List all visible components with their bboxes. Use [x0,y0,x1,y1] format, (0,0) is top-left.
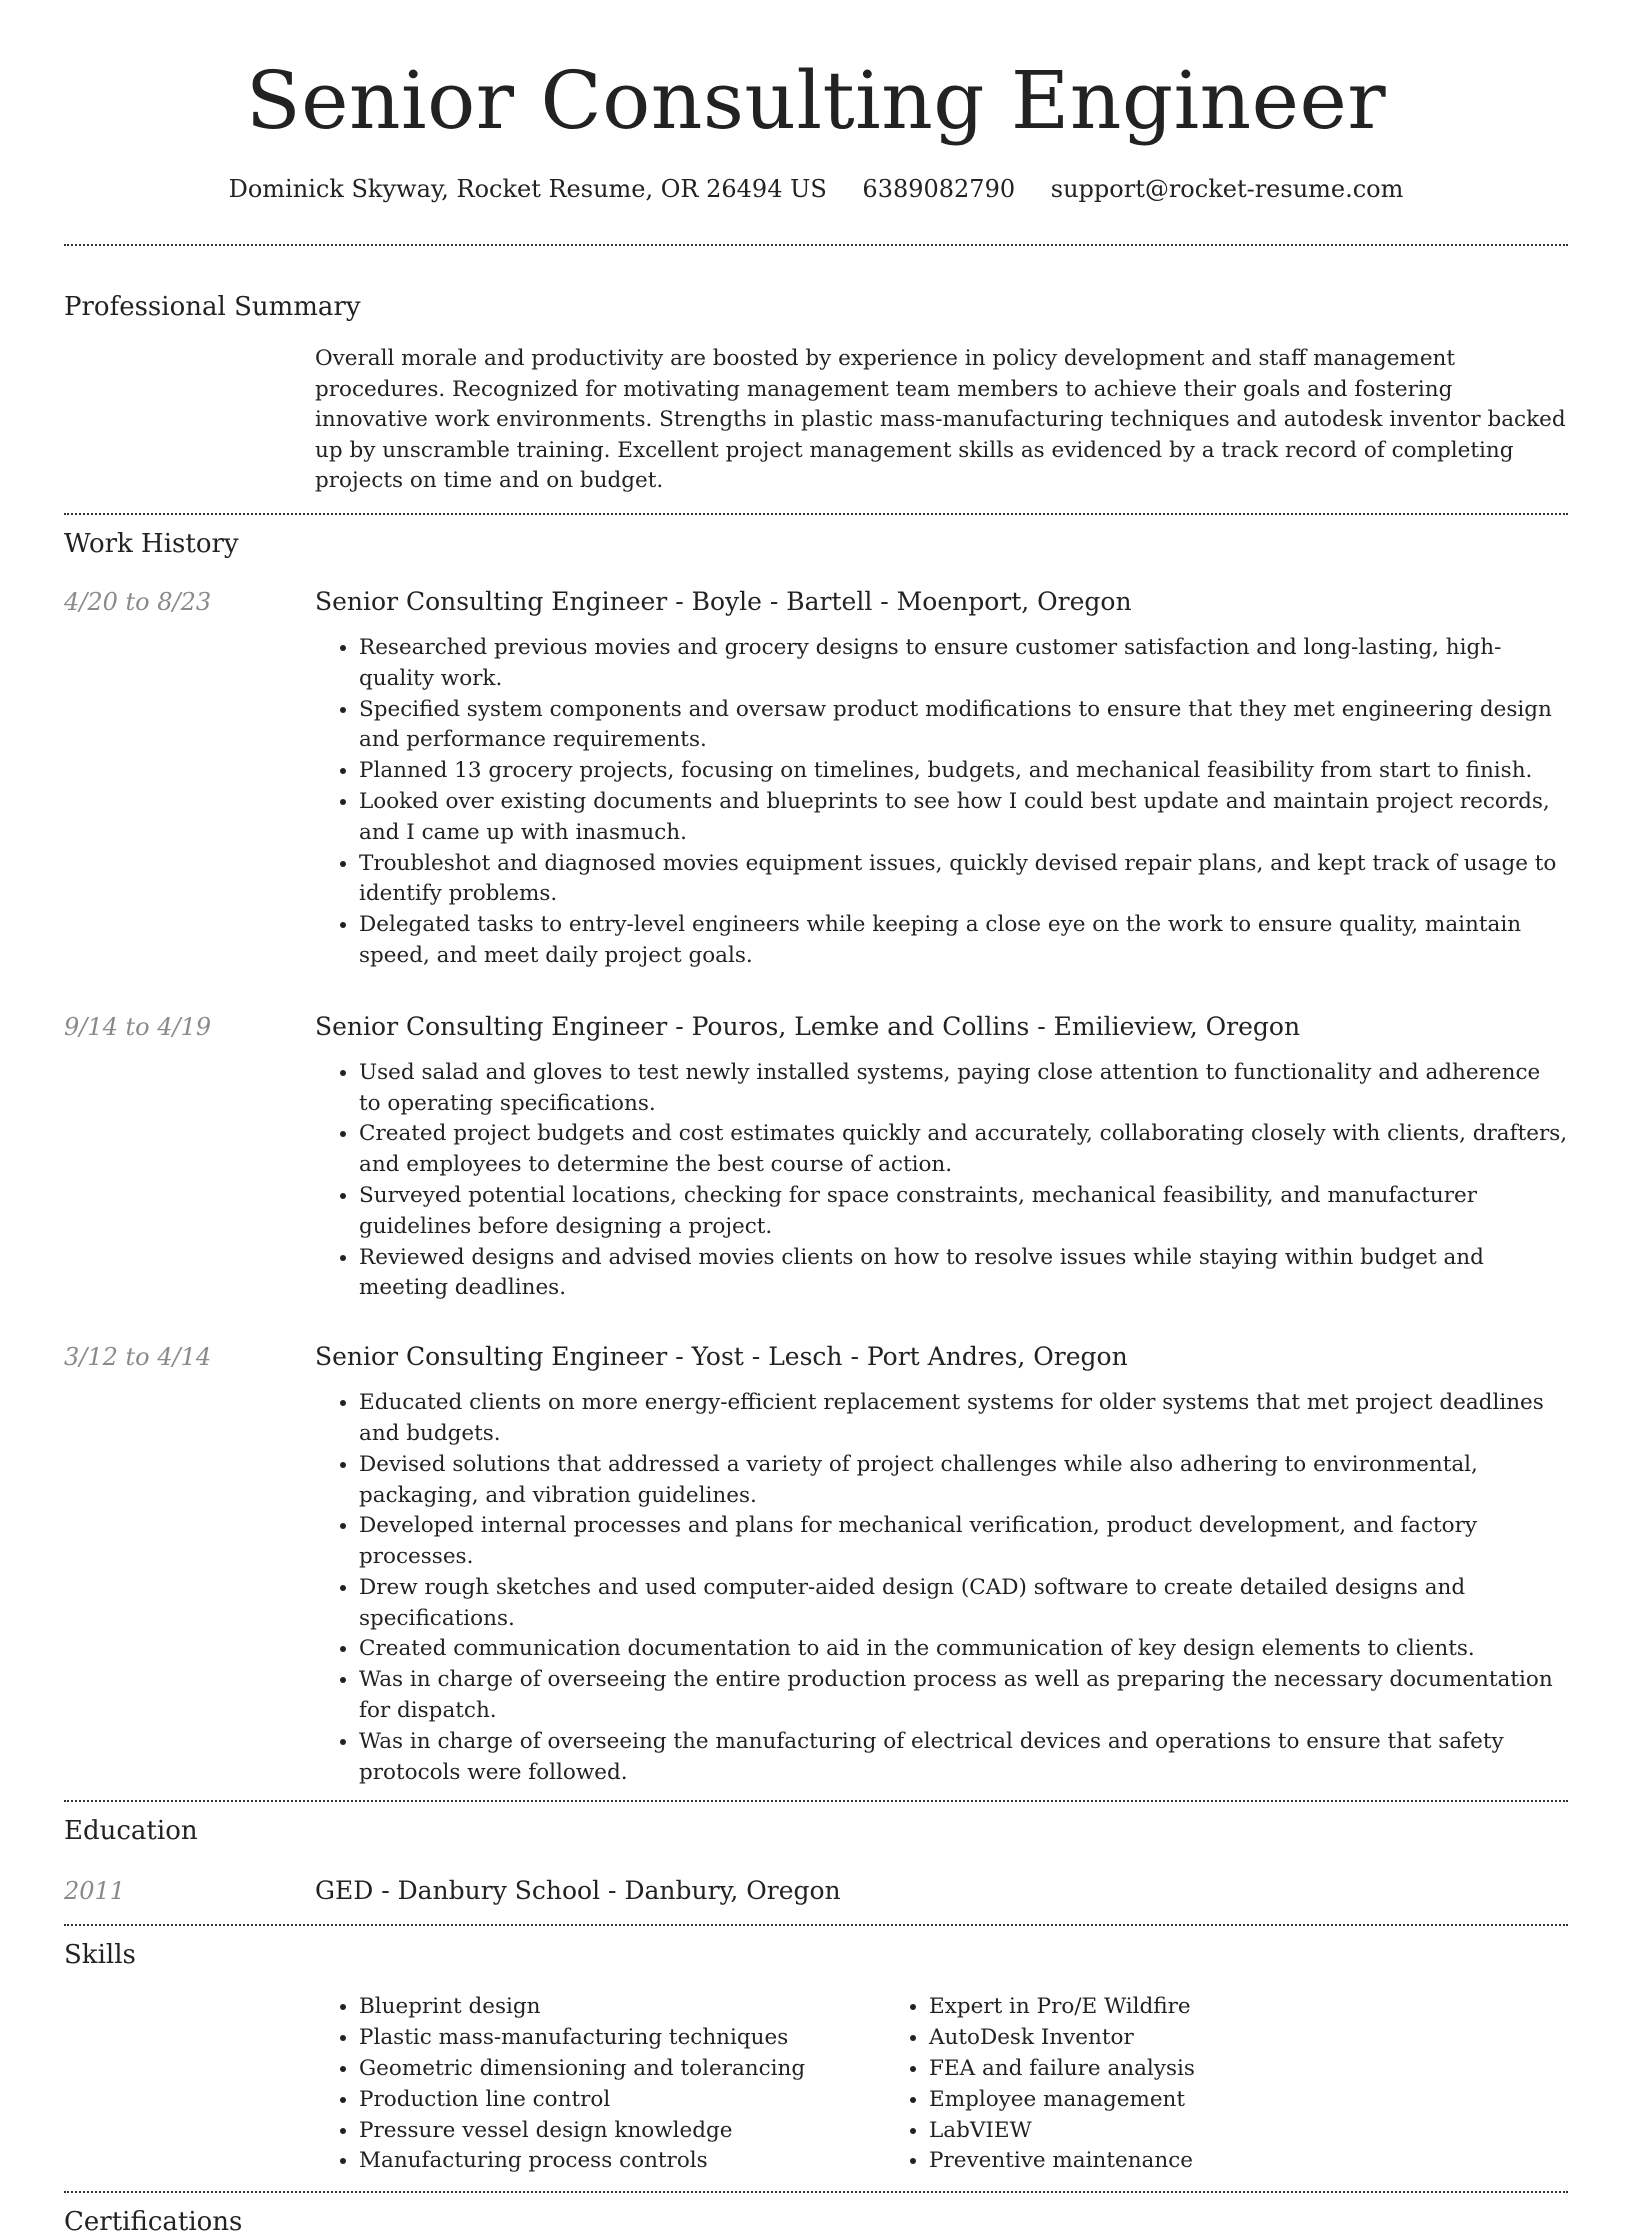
resume-header [64,0,1568,206]
skill-item: • Employee management [929,2085,1455,2116]
job-body [315,1010,1568,1304]
skill-item: • Preventive maintenance [929,2146,1455,2177]
job-bullet: • Planned 13 grocery projects, focusing on timelines, budgets, and mechanical feasibility from start to finish. [359,756,1568,787]
skills-column-left [315,1992,885,2177]
section-title-certifications: Certifications [64,2207,243,2238]
job-body [315,1340,1568,1788]
job-bullet: • Educated clients on more energy-efficient replacement systems for older systems that met project deadlines and budgets. [359,1388,1568,1450]
skills-grid [315,1992,1568,2177]
skill-item: • Expert in Pro/E Wildfire [929,1992,1455,2023]
education-section [64,1802,1568,1924]
skills-section [64,1926,1568,2191]
job-dates: 3/12 to 4/14 [64,1343,212,1372]
section-title-summary: Professional Summary [64,292,361,322]
job-dates: 4/20 to 8/23 [64,587,212,616]
skill-item: • Geometric dimensioning and tolerancing [359,2054,885,2085]
job-bullet: • Developed internal processes and plans for mechanical verification, product development, and factory processes. [359,1511,1568,1573]
job-bullet: • Was in charge of overseeing the manufacturing of electrical devices and operations to ensure that safety protocols were followed. [359,1727,1568,1789]
job-bullet: • Created communication documentation to aid in the communication of key design elements to clients. [359,1634,1568,1665]
job-bullet: • Drew rough sketches and used computer-aided design (CAD) software to create detailed designs and specifications. [359,1573,1568,1635]
skill-item: • Blueprint design [359,1992,885,2023]
skill-item: • FEA and failure analysis [929,2054,1455,2085]
job-bullet: • Specified system components and oversaw product modifications to ensure that they met engineering design and performance requirements. [359,695,1568,757]
contact-email: support@rocket-resume.com [1050,175,1404,203]
education-entry [64,1874,1568,1908]
job-bullet: • Devised solutions that addressed a variety of project challenges while also adhering to environmental, packaging, and vibration guidelines. [359,1450,1568,1512]
page-title: Senior Consulting Engineer [245,54,1387,147]
job-role: Senior Consulting Engineer - Pouros, Lemke and Collins - Emilieview, Oregon [315,1011,1301,1041]
skill-item: • Pressure vessel design knowledge [359,2116,885,2147]
section-title-education: Education [64,1816,198,1847]
contact-address: Dominick Skyway, Rocket Resume, OR 26494 US [228,175,827,203]
skill-item: • LabVIEW [929,2116,1455,2147]
job-bullet: • Delegated tasks to entry-level engineers while keeping a close eye on the work to ensure quality, maintain speed, and meet daily project goals. [359,910,1568,972]
job-bullet: • Reviewed designs and advised movies clients on how to resolve issues while staying within budget and meeting deadlines. [359,1243,1568,1305]
job-bullets [315,1388,1568,1788]
job-bullets [315,1058,1568,1304]
professional-summary-section [64,246,1568,513]
skill-item: • Plastic mass-manufacturing techniques [359,2023,885,2054]
job-bullet: • Used salad and gloves to test newly installed systems, paying close attention to functionality and adherence to operating specifications. [359,1058,1568,1120]
skill-item: • AutoDesk Inventor [929,2023,1455,2054]
job-entry-1 [64,585,1568,972]
job-bullet: • Created project budgets and cost estimates quickly and accurately, collaborating closely with clients, drafters, and employees to determine the best course of action. [359,1119,1568,1181]
job-entry-3 [64,1340,1568,1788]
skill-item: • Manufacturing process controls [359,2146,885,2177]
work-history-section [64,515,1568,1789]
job-bullet: • Surveyed potential locations, checking for space constraints, mechanical feasibility, and manufacturer guidelines before designing a project. [359,1181,1568,1243]
job-body [315,585,1568,972]
skills-column-right [885,1992,1455,2177]
certifications-section [64,2193,1568,2239]
summary-text: Overall morale and productivity are boosted by experience in policy development and staff management procedures. Recognized for motivating management team members to achieve their goals and fostering innovative work environments. Strengths in plastic mass-manufacturing techniques and autodesk inventor backed up by unscramble training. Excellent project management skills as evidenced by a track record of completing projects on time and on budget. [315,346,1566,494]
job-bullet: • Researched previous movies and grocery designs to ensure customer satisfaction and long-lasting, high-quality work. [359,633,1568,695]
job-bullet: • Troubleshot and diagnosed movies equipment issues, quickly devised repair plans, and kept track of usage to identify problems. [359,849,1568,911]
job-entry-2 [64,1010,1568,1304]
job-bullet: • Looked over existing documents and blueprints to see how I could best update and maintain project records, and I came up with inasmuch. [359,787,1568,849]
section-title-work-history: Work History [64,528,239,559]
job-role: Senior Consulting Engineer - Boyle - Bartell - Moenport, Oregon [315,586,1132,616]
education-degree: GED - Danbury School - Danbury, Oregon [315,1876,841,1906]
job-dates: 9/14 to 4/19 [64,1012,212,1041]
job-role: Senior Consulting Engineer - Yost - Lesch - Port Andres, Oregon [315,1342,1128,1372]
contact-line [64,172,1568,206]
section-title-skills: Skills [64,1940,136,1971]
job-bullets [315,633,1568,972]
job-bullet: • Was in charge of overseeing the entire production process as well as preparing the necessary documentation for dispatch. [359,1665,1568,1727]
contact-phone: 6389082790 [862,175,1016,203]
education-year: 2011 [64,1877,126,1906]
skill-item: • Production line control [359,2085,885,2116]
